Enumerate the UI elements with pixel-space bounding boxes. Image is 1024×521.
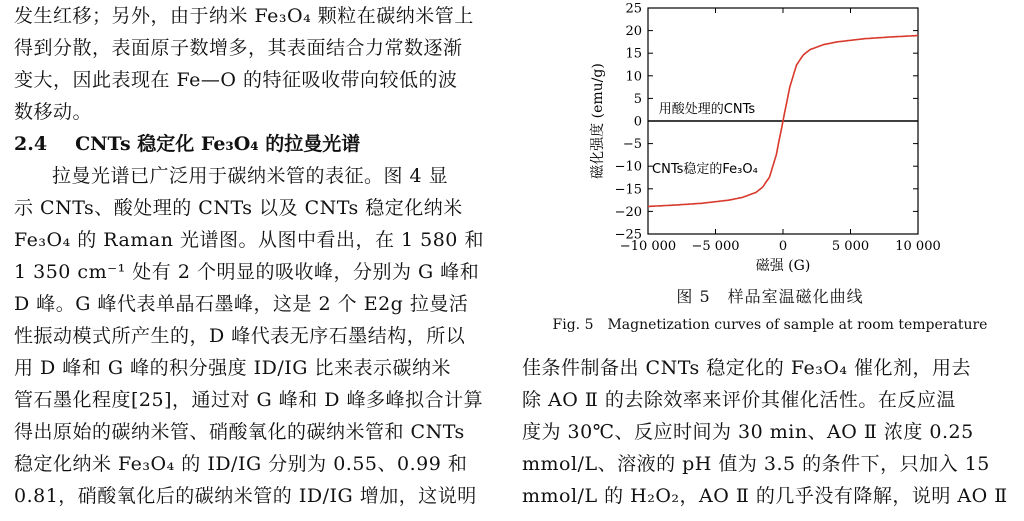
x-tick-label: −5 000 (691, 239, 740, 254)
y-axis-label: 磁化强度 (emu/g) (590, 63, 606, 179)
y-tick-label: 25 (625, 1, 642, 17)
y-tick-label: −5 (622, 137, 642, 153)
text-line: 稳定化纳米 Fe₃O₄ 的 ID/IG 分别为 0.55、0.99 和 (14, 453, 468, 475)
text-line: 得出原始的碳纳米管、硝酸氧化的碳纳米管和 CNTs (14, 421, 465, 443)
right-column (522, 352, 1018, 512)
text-line: 变大，因此表现在 Fe—O 的特征吸收带向较低的波 (14, 69, 458, 91)
y-tick-label: 10 (625, 69, 642, 85)
paragraph-2 (14, 160, 510, 512)
paragraph-right (522, 352, 1018, 512)
y-tick-label: −15 (614, 182, 642, 198)
magnetization-figure (580, 0, 940, 280)
text-line: 除 AO Ⅱ 的去除效率来评价其催化活性。在反应温 (522, 389, 956, 411)
y-tick-label: 5 (633, 91, 642, 107)
y-tick-label: 0 (633, 114, 642, 130)
text-line: 拉曼光谱已广泛用于碳纳米管的表征。图 4 显 (52, 165, 449, 187)
text-line: D 峰。G 峰代表单晶石墨峰，这是 2 个 E2g 拉曼活 (14, 293, 469, 315)
paragraph-1 (14, 0, 510, 128)
text-line: 得到分散，表面原子数增多，其表面结合力常数逐渐 (14, 37, 463, 59)
y-tick-label: 15 (625, 46, 642, 62)
section-number: 2.4 (14, 133, 48, 155)
text-line: 度为 30℃、反应时间为 30 min、AO Ⅱ 浓度 0.25 (522, 421, 974, 443)
text-line: mmol/L、溶液的 pH 值为 3.5 的条件下，只加入 15 (522, 453, 990, 475)
text-line: 管石墨化程度[25]，通过对 G 峰和 D 峰多峰拟合计算 (14, 389, 484, 411)
text-line: 示 CNTs、酸处理的 CNTs 以及 CNTs 稳定化纳米 (14, 197, 463, 219)
x-tick-label: −10 000 (619, 239, 677, 254)
text-line: 佳条件制备出 CNTs 稳定化的 Fe₃O₄ 催化剂，用去 (522, 357, 972, 379)
series-label: CNTs稳定的Fe₃O₄ (652, 161, 758, 177)
magnetization-chart (580, 0, 940, 280)
x-tick-label: 5 000 (831, 239, 870, 254)
text-line: 发生红移；另外，由于纳米 Fe₃O₄ 颗粒在碳纳米管上 (14, 5, 474, 27)
figure-caption-cn: 图 5 样品室温磁化曲线 (676, 287, 864, 306)
y-tick-label: −20 (614, 204, 642, 220)
x-tick-label: 0 (778, 239, 788, 254)
left-column (14, 0, 510, 512)
x-axis-label: 磁强 (G) (755, 258, 811, 274)
text-line: 1 350 cm⁻¹ 处有 2 个明显的吸收峰，分别为 G 峰和 (14, 261, 480, 283)
text-line: 0.81，硝酸氧化后的碳纳米管的 ID/IG 增加，这说明 (14, 485, 477, 507)
text-line: mmol/L 的 H₂O₂，AO Ⅱ 的几乎没有降解，说明 AO Ⅱ (522, 485, 1008, 507)
y-tick-label: −10 (614, 159, 642, 175)
x-tick-label: 10 000 (895, 239, 940, 254)
text-line: Fe₃O₄ 的 Raman 光谱图。从图中看出，在 1 580 和 (14, 229, 484, 251)
text-line: 用 D 峰和 G 峰的积分强度 ID/IG 比来表示碳纳米 (14, 357, 451, 379)
y-tick-label: 20 (625, 24, 642, 40)
series-label: 用酸处理的CNTs (658, 101, 756, 117)
text-line: 性振动模式所产生的，D 峰代表无序石墨结构，所以 (14, 325, 466, 347)
text-line: 数移动。 (14, 101, 93, 123)
y-tick-label: −25 (614, 227, 642, 243)
section-heading (14, 128, 510, 160)
section-title: CNTs 稳定化 Fe₃O₄ 的拉曼光谱 (75, 133, 361, 155)
figure-caption-en: Fig. 5 Magnetization curves of sample at room temperature (552, 317, 988, 333)
